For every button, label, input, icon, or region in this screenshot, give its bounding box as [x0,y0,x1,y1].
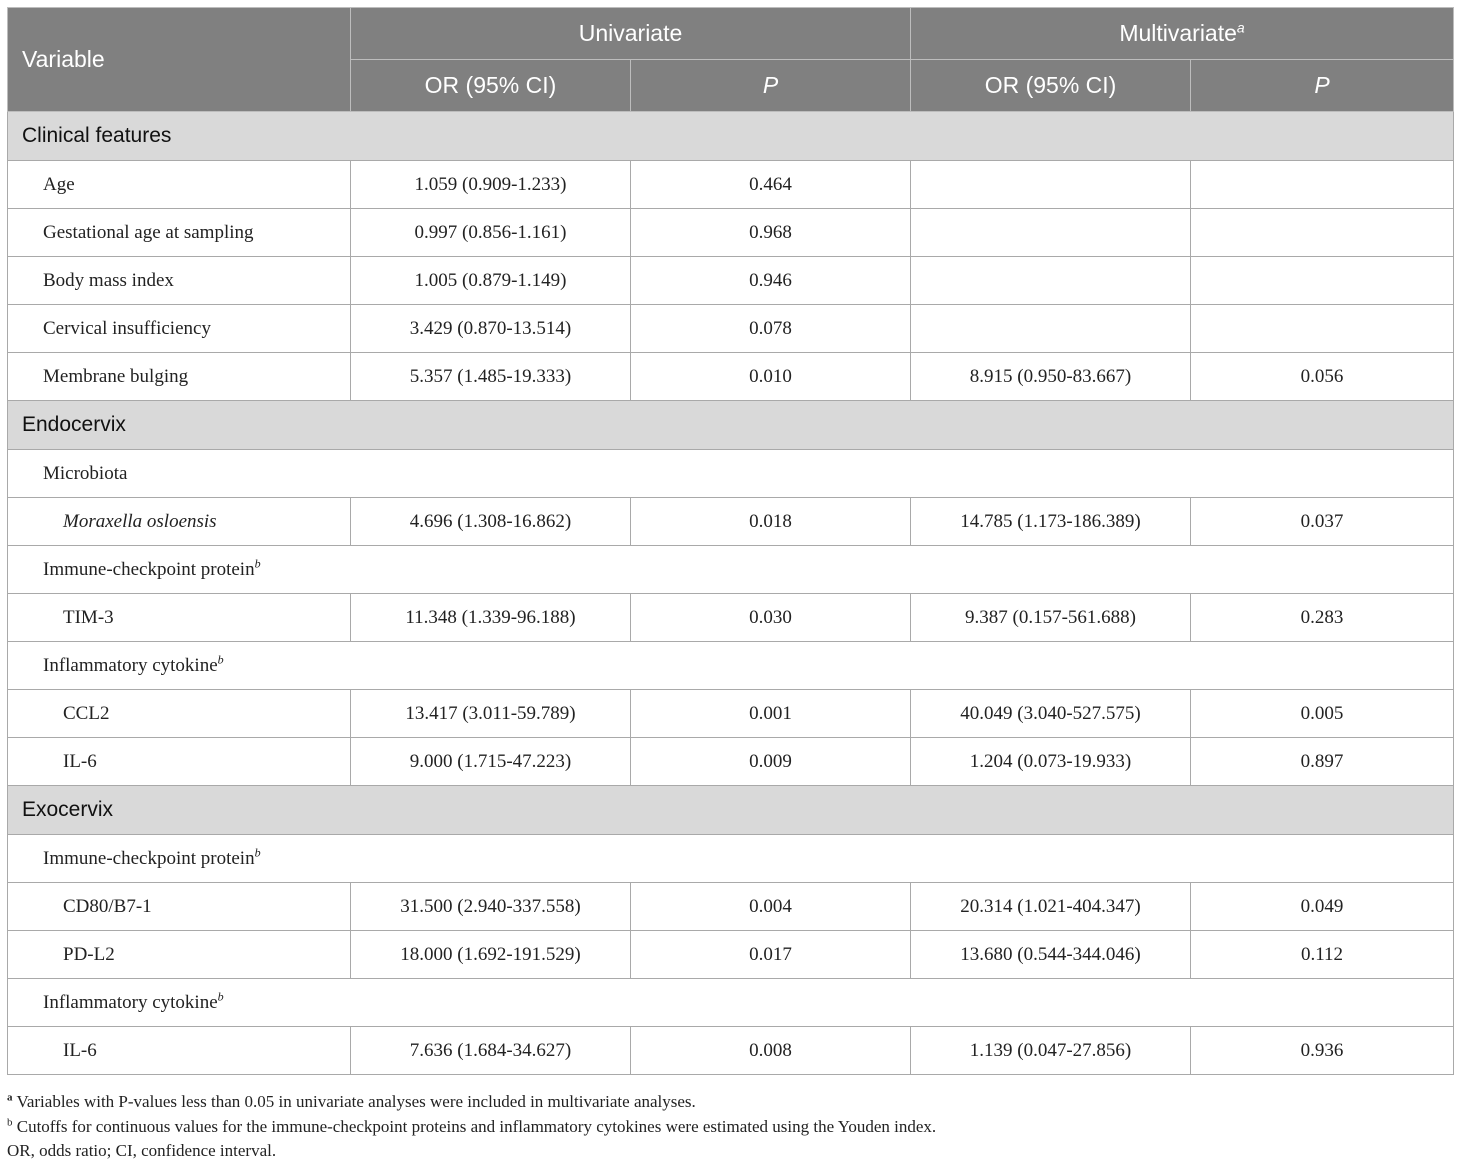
row-label [8,931,351,979]
footnote-a [7,1090,936,1115]
multivariate-p-cell [1191,161,1454,209]
regression-table [7,7,1454,1075]
multivariate-or-cell: 20.314 (1.021-404.347) [911,883,1191,931]
univariate-or-cell: 31.500 (2.940-337.558) [351,883,631,931]
table-row [8,1027,1454,1075]
multivariate-or-cell: 14.785 (1.173-186.389) [911,498,1191,546]
footnote-mark: b [7,1115,13,1128]
row-label [8,209,351,257]
table-row [8,883,1454,931]
table-row [8,305,1454,353]
footnote-text: Cutoffs for continuous values for the immune-checkpoint proteins and inflammatory cytokines were estimated using the Youden index. [16,1116,937,1136]
univariate-or-header: OR (95% CI) [351,60,631,112]
row-label [8,546,1454,594]
row-label-text: PD-L2 [63,943,115,965]
footnote-mark: b [254,845,261,860]
univariate-p-cell: 0.010 [631,353,911,401]
univariate-p-cell: 0.017 [631,931,911,979]
univariate-or-cell: 7.636 (1.684-34.627) [351,1027,631,1075]
row-label [8,305,351,353]
row-label-text: CD80/B7-1 [63,895,152,917]
row-label [8,979,1454,1027]
multivariate-or-cell [911,257,1191,305]
univariate-or-cell: 18.000 (1.692-191.529) [351,931,631,979]
footnote-mark: b [217,989,224,1004]
multivariate-footnote-mark: a [1236,19,1245,36]
univariate-or-cell: 1.059 (0.909-1.233) [351,161,631,209]
group-row [8,835,1454,883]
table-row [8,594,1454,642]
univariate-or-cell: 13.417 (3.011-59.789) [351,690,631,738]
row-label-text: IL-6 [63,750,97,772]
row-label [8,161,351,209]
table-row [8,738,1454,786]
row-label [8,353,351,401]
multivariate-p-cell [1191,209,1454,257]
table-row [8,161,1454,209]
footnote-b [7,1115,936,1140]
univariate-or-cell: 3.429 (0.870-13.514) [351,305,631,353]
group-row [8,642,1454,690]
table-row [8,353,1454,401]
row-label [8,835,1454,883]
row-label-text: Inflammatory cytokine [43,991,218,1013]
table-row [8,257,1454,305]
univariate-p-cell: 0.004 [631,883,911,931]
multivariate-p-cell: 0.056 [1191,353,1454,401]
row-label [8,498,351,546]
multivariate-header [911,8,1454,60]
univariate-p-cell: 0.001 [631,690,911,738]
table-header [8,8,1454,112]
row-label-text: Body mass index [43,269,174,291]
row-label-text: Moraxella osloensis [63,510,217,532]
univariate-or-cell: 1.005 (0.879-1.149) [351,257,631,305]
univariate-or-cell: 5.357 (1.485-19.333) [351,353,631,401]
section-row [8,786,1454,835]
footnote-text: Variables with P-values less than 0.05 in univariate analyses were included in multivariate analyses. [16,1092,696,1111]
multivariate-or-cell [911,209,1191,257]
row-label [8,450,1454,498]
variable-header: Variable [8,8,351,112]
row-label [8,1027,351,1075]
multivariate-p-header: P [1191,60,1454,112]
group-row [8,979,1454,1027]
footnote-text: OR, odds ratio; CI, confidence interval. [7,1141,277,1160]
multivariate-p-cell: 0.283 [1191,594,1454,642]
univariate-p-cell: 0.018 [631,498,911,546]
multivariate-or-header: OR (95% CI) [911,60,1191,112]
row-label-text: Membrane bulging [43,365,189,387]
row-label-text: Immune-checkpoint protein [43,558,255,580]
regression-table-container [7,7,1453,1075]
row-label [8,690,351,738]
footnote-mark: a [7,1091,13,1104]
section-row [8,401,1454,450]
univariate-p-cell: 0.008 [631,1027,911,1075]
footnote-mark: b [254,556,261,571]
univariate-or-cell: 11.348 (1.339-96.188) [351,594,631,642]
footnote-abbreviations [7,1139,936,1164]
univariate-or-cell: 0.997 (0.856-1.161) [351,209,631,257]
multivariate-or-cell: 9.387 (0.157-561.688) [911,594,1191,642]
row-label-text: Age [43,173,75,195]
row-label [8,738,351,786]
multivariate-p-cell [1191,257,1454,305]
section-title: Exocervix [8,786,1454,835]
multivariate-p-cell [1191,305,1454,353]
multivariate-header-label: Multivariate [1119,20,1237,46]
multivariate-or-cell [911,305,1191,353]
section-title: Endocervix [8,401,1454,450]
row-label-text: IL-6 [63,1039,97,1061]
multivariate-p-cell: 0.049 [1191,883,1454,931]
group-row [8,450,1454,498]
table-row [8,209,1454,257]
table-body [8,112,1454,1075]
univariate-or-cell: 4.696 (1.308-16.862) [351,498,631,546]
row-label-text: Cervical insufficiency [43,317,211,339]
multivariate-or-cell: 40.049 (3.040-527.575) [911,690,1191,738]
group-row [8,546,1454,594]
row-label-text: Immune-checkpoint protein [43,847,255,869]
table-row [8,498,1454,546]
univariate-p-cell: 0.009 [631,738,911,786]
univariate-header: Univariate [351,8,911,60]
row-label [8,594,351,642]
multivariate-or-cell: 13.680 (0.544-344.046) [911,931,1191,979]
multivariate-or-cell [911,161,1191,209]
table-row [8,931,1454,979]
row-label [8,642,1454,690]
table-row [8,690,1454,738]
row-label-text: Gestational age at sampling [43,221,254,243]
univariate-p-cell: 0.464 [631,161,911,209]
multivariate-or-cell: 8.915 (0.950-83.667) [911,353,1191,401]
multivariate-p-cell: 0.005 [1191,690,1454,738]
row-label-text: Microbiota [43,462,128,484]
univariate-p-cell: 0.030 [631,594,911,642]
multivariate-or-cell: 1.139 (0.047-27.856) [911,1027,1191,1075]
footnotes [7,1090,936,1164]
univariate-p-cell: 0.946 [631,257,911,305]
multivariate-p-cell: 0.037 [1191,498,1454,546]
multivariate-p-cell: 0.897 [1191,738,1454,786]
multivariate-or-cell: 1.204 (0.073-19.933) [911,738,1191,786]
univariate-p-cell: 0.078 [631,305,911,353]
row-label-text: CCL2 [63,702,110,724]
multivariate-p-cell: 0.112 [1191,931,1454,979]
footnote-mark: b [217,652,224,667]
multivariate-p-cell: 0.936 [1191,1027,1454,1075]
row-label-text: Inflammatory cytokine [43,654,218,676]
univariate-or-cell: 9.000 (1.715-47.223) [351,738,631,786]
row-label-text: TIM-3 [63,606,114,628]
univariate-p-header: P [631,60,911,112]
row-label [8,883,351,931]
univariate-p-cell: 0.968 [631,209,911,257]
section-title: Clinical features [8,112,1454,161]
row-label [8,257,351,305]
section-row [8,112,1454,161]
